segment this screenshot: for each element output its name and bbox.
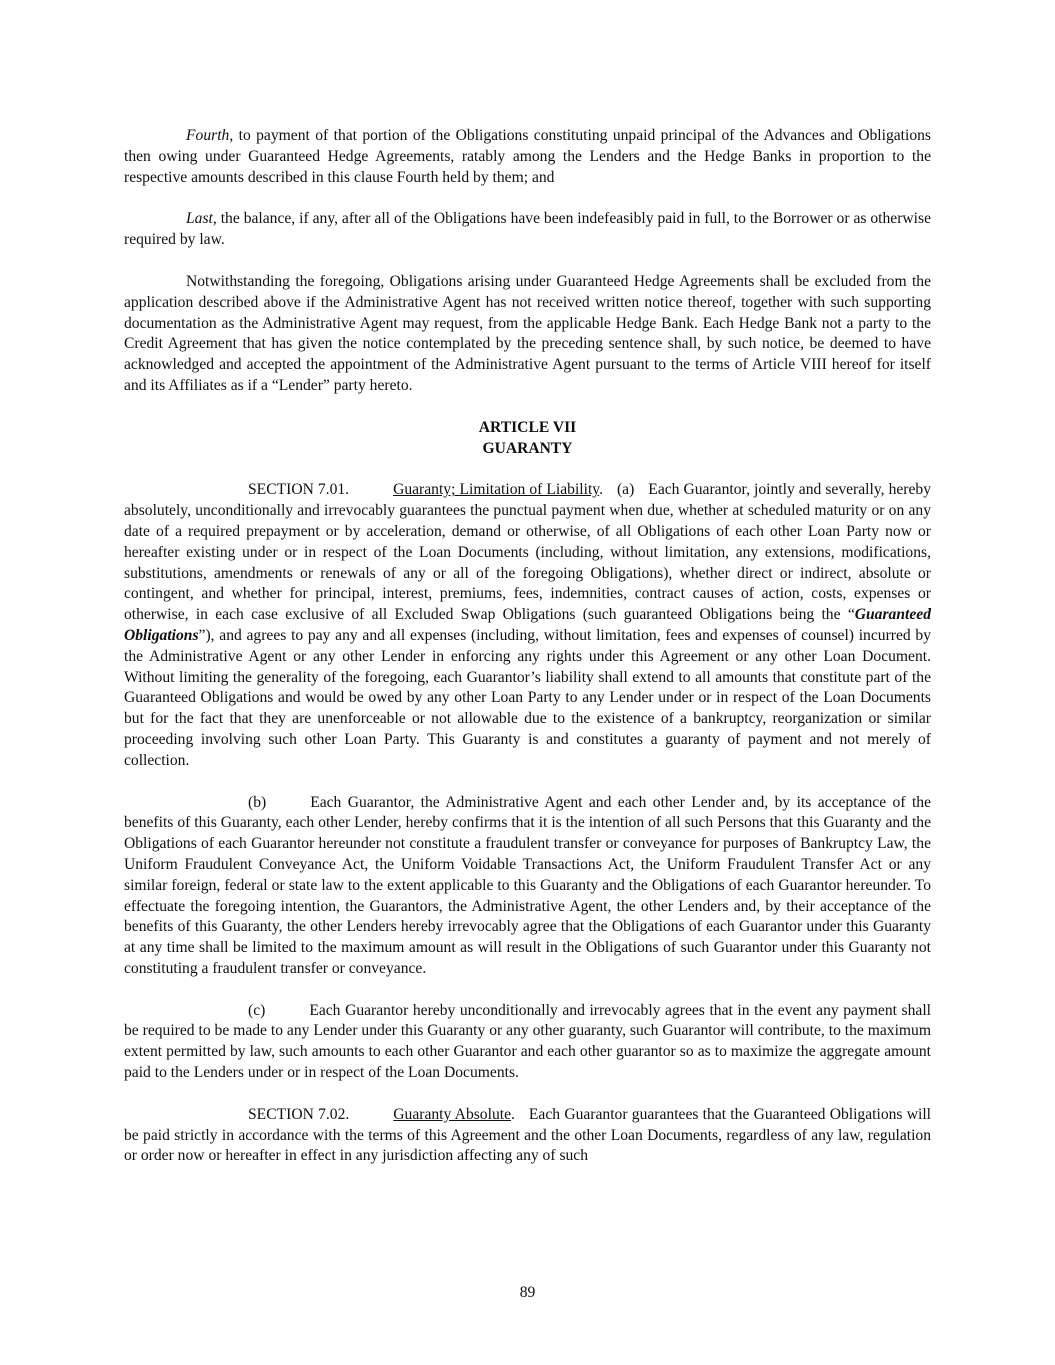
section-7-01-text-after: ”), and agrees to pay any and all expenses (including, without limitation, fees and expenses of counsel) incurred by the Administrative Agent or any other Lender in enforcing any rights under this Agreement or any other Loan Document. Without limiting the generality of the foregoing, each Guarantor’s liability shall extend to all amounts that constitute part of the Guaranteed Obligations and would be owed by any other Loan Party to any Lender under or in respect of the Loan Documents but for the fact that they are unenforceable or not allowable due to the existence of a bankruptcy, reorganization or similar proceeding involving such other Loan Party. This Guaranty is and constitutes a guaranty of payment and not merely of collection. <box>124 626 931 769</box>
fourth-text: , to payment of that portion of the Obligations constituting unpaid principal of the Advances and Obligations then owing under Guaranteed Hedge Agreements, ratably among the Lenders and the Hedge Banks in proportion to the respective amounts described in this clause Fourth held by them; and <box>124 127 931 186</box>
article-title: GUARANTY <box>482 439 573 457</box>
section-7-02-title: Guaranty Absolute <box>393 1105 511 1123</box>
section-7-01-title: Guaranty; Limitation of Liability <box>393 481 600 499</box>
paragraph-fourth <box>124 126 931 188</box>
section-7-02 <box>124 1105 931 1167</box>
section-7-01-text-before: Each Guarantor, jointly and severally, hereby absolutely, unconditionally and irrevocably guarantees the punctual payment when due, whether at scheduled maturity or on any date of a required prepayment or by acceleration, demand or otherwise, of all Obligations of each other Loan Party now or hereafter existing under or in respect of the Loan Documents (including, without limitation, any extensions, modifications, substitutions, amendments or renewals of any or all of the foregoing Obligations), whether direct or indirect, absolute or contingent, and whether for principal, interest, premiums, fees, indemnities, contract causes of action, costs, expenses or otherwise, in each case exclusive of all Excluded Swap Obligations (such guaranteed Obligations being the “ <box>124 481 931 624</box>
clause-a-label: (a) <box>616 481 635 499</box>
section-7-01 <box>124 480 931 771</box>
clause-c <box>124 1001 931 1084</box>
last-lead: Last <box>186 210 213 228</box>
section-7-01-period: . <box>599 481 603 499</box>
paragraph-notwithstanding: Notwithstanding the foregoing, Obligations arising under Guaranteed Hedge Agreements shall be excluded from the application described above if the Administrative Agent has not received written notice thereof, together with such supporting documentation as the Administrative Agent may request, from the applicable Hedge Bank. Each Hedge Bank not a party to the Credit Agreement that has given the notice contemplated by the preceding sentence shall, by such notice, be deemed to have acknowledged and accepted the appointment of the Administrative Agent pursuant to the terms of Article VIII hereof for itself and its Affiliates as if a “Lender” party hereto. <box>124 272 931 394</box>
paragraph-last <box>124 209 931 251</box>
page-number: 89 <box>519 1284 536 1301</box>
clause-b <box>124 793 931 980</box>
article-number: ARTICLE VII <box>478 418 577 436</box>
clause-c-text: Each Guarantor hereby unconditionally and irrevocably agrees that in the event any payment shall be required to be made to any Lender under this Guaranty or any other guaranty, such Guarantor will contribute, to the maximum extent permitted by law, such amounts to each other Guarantor and each other guarantor so as to maximize the aggregate amount paid to the Lenders under or in respect of the Loan Documents. <box>124 1001 931 1082</box>
document-page <box>124 126 931 1188</box>
fourth-lead: Fourth <box>186 127 230 144</box>
last-text: , the balance, if any, after all of the Obligations have been indefeasibly paid in full, to the Borrower or as otherwise required by law. <box>124 210 931 249</box>
clause-b-label: (b) <box>248 793 267 811</box>
clause-b-text: Each Guarantor, the Administrative Agent and each other Lender and, by its acceptance of the benefits of this Guaranty, each other Lender, hereby confirms that it is the intention of all such Persons that this Guaranty and the Obligations of each Guarantor hereunder not constitute a fraudulent transfer or conveyance for purposes of Bankruptcy Law, the Uniform Fraudulent Conveyance Act, the Uniform Voidable Transactions Act, the Uniform Fraudulent Transfer Act or any similar foreign, federal or state law to the extent applicable to this Guaranty and the Obligations of each Guarantor hereunder. To effectuate the foregoing intention, the Guarantors, the Administrative Agent, the other Lenders and, by their acceptance of the benefits of this Guaranty, the other Lenders hereby irrevocably agree that the Obligations of each Guarantor under this Guaranty at any time shall be limited to the maximum amount as will result in the Obligations of such Guarantor under this Guaranty not constituting a fraudulent transfer or conveyance. <box>124 793 931 977</box>
section-7-02-number: SECTION 7.02. <box>248 1105 350 1123</box>
guaranteed-obligations-term: Guaranteed Obligations <box>124 606 931 644</box>
section-7-01-number: SECTION 7.01. <box>248 481 350 499</box>
section-7-02-period: . <box>511 1105 515 1123</box>
article-heading <box>124 418 931 460</box>
section-7-02-text: Each Guarantor guarantees that the Guaranteed Obligations will be paid strictly in accordance with the terms of this Agreement and the other Loan Documents, regardless of any law, regulation or order now or hereafter in effect in any jurisdiction affecting any of such <box>124 1105 931 1165</box>
clause-c-label: (c) <box>248 1001 266 1019</box>
